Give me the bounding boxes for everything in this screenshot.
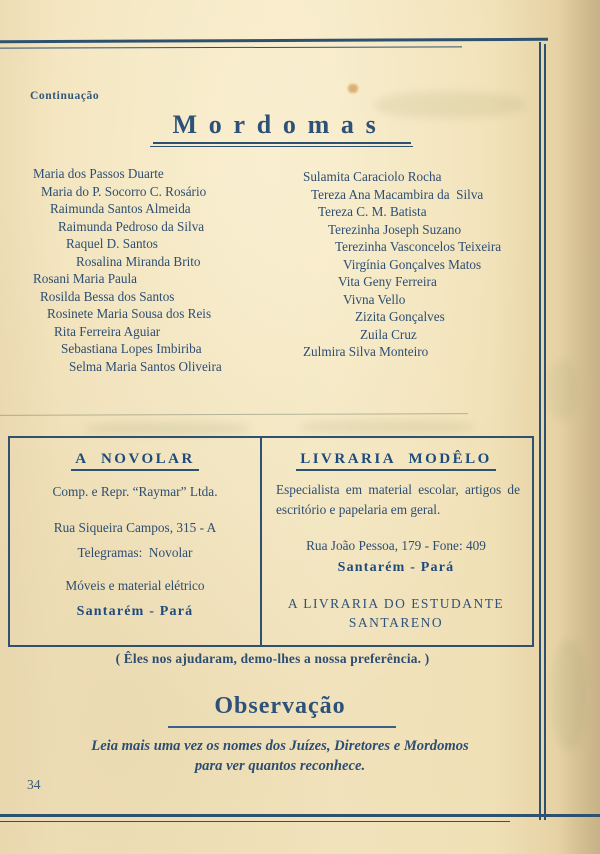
mordoma-name: Terezinha Joseph Suzano bbox=[328, 221, 462, 237]
mordoma-name: Raimunda Pedroso da Silva bbox=[58, 218, 205, 234]
ad-livraria bbox=[262, 438, 530, 645]
ad-livraria-slogan-line2: SANTARENO bbox=[348, 615, 444, 630]
mordoma-name: Vita Geny Ferreira bbox=[338, 274, 437, 289]
observacao-title: Observação bbox=[214, 693, 346, 719]
ad-novolar-address: Rua Siqueira Campos, 315 - A bbox=[53, 520, 217, 535]
ad-livraria-address: Rua João Pessoa, 179 - Fone: 409 bbox=[306, 538, 486, 553]
mordomas-right-column bbox=[303, 168, 578, 361]
mordoma-name: Sulamita Caraciolo Rocha bbox=[303, 169, 442, 184]
right-rule-outer bbox=[539, 42, 541, 820]
mordoma-name: Rosani Maria Paula bbox=[33, 271, 138, 286]
mordoma-name: Zizita Gonçalves bbox=[355, 309, 445, 324]
mordoma-name: Tereza C. M. Batista bbox=[318, 204, 427, 219]
observacao-underline bbox=[168, 726, 396, 728]
mordoma-name: Raimunda Santos Almeida bbox=[50, 201, 191, 216]
page-title: Mordomas bbox=[172, 110, 388, 139]
mordoma-name: Terezinha Vasconcelos Teixeira bbox=[335, 239, 502, 254]
mordoma-name: Tereza Ana Macambira da Silva bbox=[311, 186, 484, 202]
mordoma-name: Maria do P. Socorro C. Rosário bbox=[41, 183, 207, 199]
mordoma-name: Virgínia Gonçalves Matos bbox=[343, 256, 482, 272]
bottom-rule-thin bbox=[0, 821, 510, 822]
mordoma-name: Raquel D. Santos bbox=[66, 236, 158, 251]
ads-caption: ( Êles nos ajudaram, demo-lhes a nossa preferência. ) bbox=[115, 651, 430, 666]
top-rule-thick bbox=[0, 38, 548, 43]
top-rule-thin bbox=[0, 46, 462, 48]
bottom-rule-thick bbox=[0, 814, 600, 817]
continuation-label: Continuação bbox=[30, 90, 100, 102]
observacao-note-line1: Leia mais uma vez os nomes dos Juízes, Diretores e Mordomos bbox=[91, 738, 469, 754]
mordoma-name: Zulmira Silva Monteiro bbox=[303, 344, 429, 359]
mordoma-name: Rosinete Maria Sousa dos Reis bbox=[47, 306, 212, 321]
bleedthrough-smudge bbox=[300, 420, 475, 434]
mordoma-name: Sebastiana Lopes Imbiriba bbox=[61, 341, 202, 356]
bleedthrough-smudge bbox=[552, 640, 586, 750]
right-rule-inner bbox=[544, 44, 546, 820]
foxing-spot bbox=[348, 84, 358, 93]
mordoma-name: Rosilda Bessa dos Santos bbox=[40, 288, 175, 304]
ad-livraria-slogan-line1: A LIVRARIA DO ESTUDANTE bbox=[287, 596, 505, 611]
page-number: 34 bbox=[27, 777, 41, 792]
ad-novolar-company: Comp. e Repr. “Raymar” Ltda. bbox=[52, 484, 218, 499]
ads-container bbox=[8, 436, 534, 647]
mordoma-name: Selma Maria Santos Oliveira bbox=[69, 358, 222, 374]
mordoma-name: Rosalina Miranda Brito bbox=[76, 253, 201, 269]
observacao-note-line2: para ver quantos reconhece. bbox=[194, 758, 366, 774]
mordoma-name: Maria dos Passos Duarte bbox=[33, 166, 164, 181]
ad-novolar-telegrams: Telegramas: Novolar bbox=[77, 545, 193, 560]
title-underline-thin bbox=[150, 146, 413, 147]
section-divider-rule bbox=[0, 413, 468, 416]
mordomas-left-column bbox=[33, 165, 295, 375]
mordoma-name: Vivna Vello bbox=[343, 291, 406, 307]
ad-novolar-city: Santarém - Pará bbox=[76, 604, 194, 619]
bleedthrough-smudge bbox=[548, 360, 578, 420]
ad-livraria-title: LIVRARIA MODÊLO bbox=[262, 451, 530, 468]
mordoma-name: Zuila Cruz bbox=[360, 326, 417, 342]
mordoma-name: Rita Ferreira Aguiar bbox=[54, 323, 161, 339]
ad-livraria-description: Especialista em material escolar, artigos de escritório e papelaria em geral. bbox=[276, 482, 520, 517]
bleedthrough-smudge bbox=[85, 422, 250, 435]
ad-novolar-title: A NOVOLAR bbox=[10, 451, 260, 468]
title-underline-thick bbox=[153, 142, 411, 144]
ad-livraria-city: Santarém - Pará bbox=[337, 560, 455, 575]
ad-novolar bbox=[10, 438, 260, 645]
ad-novolar-business: Móveis e material elétrico bbox=[65, 578, 205, 593]
